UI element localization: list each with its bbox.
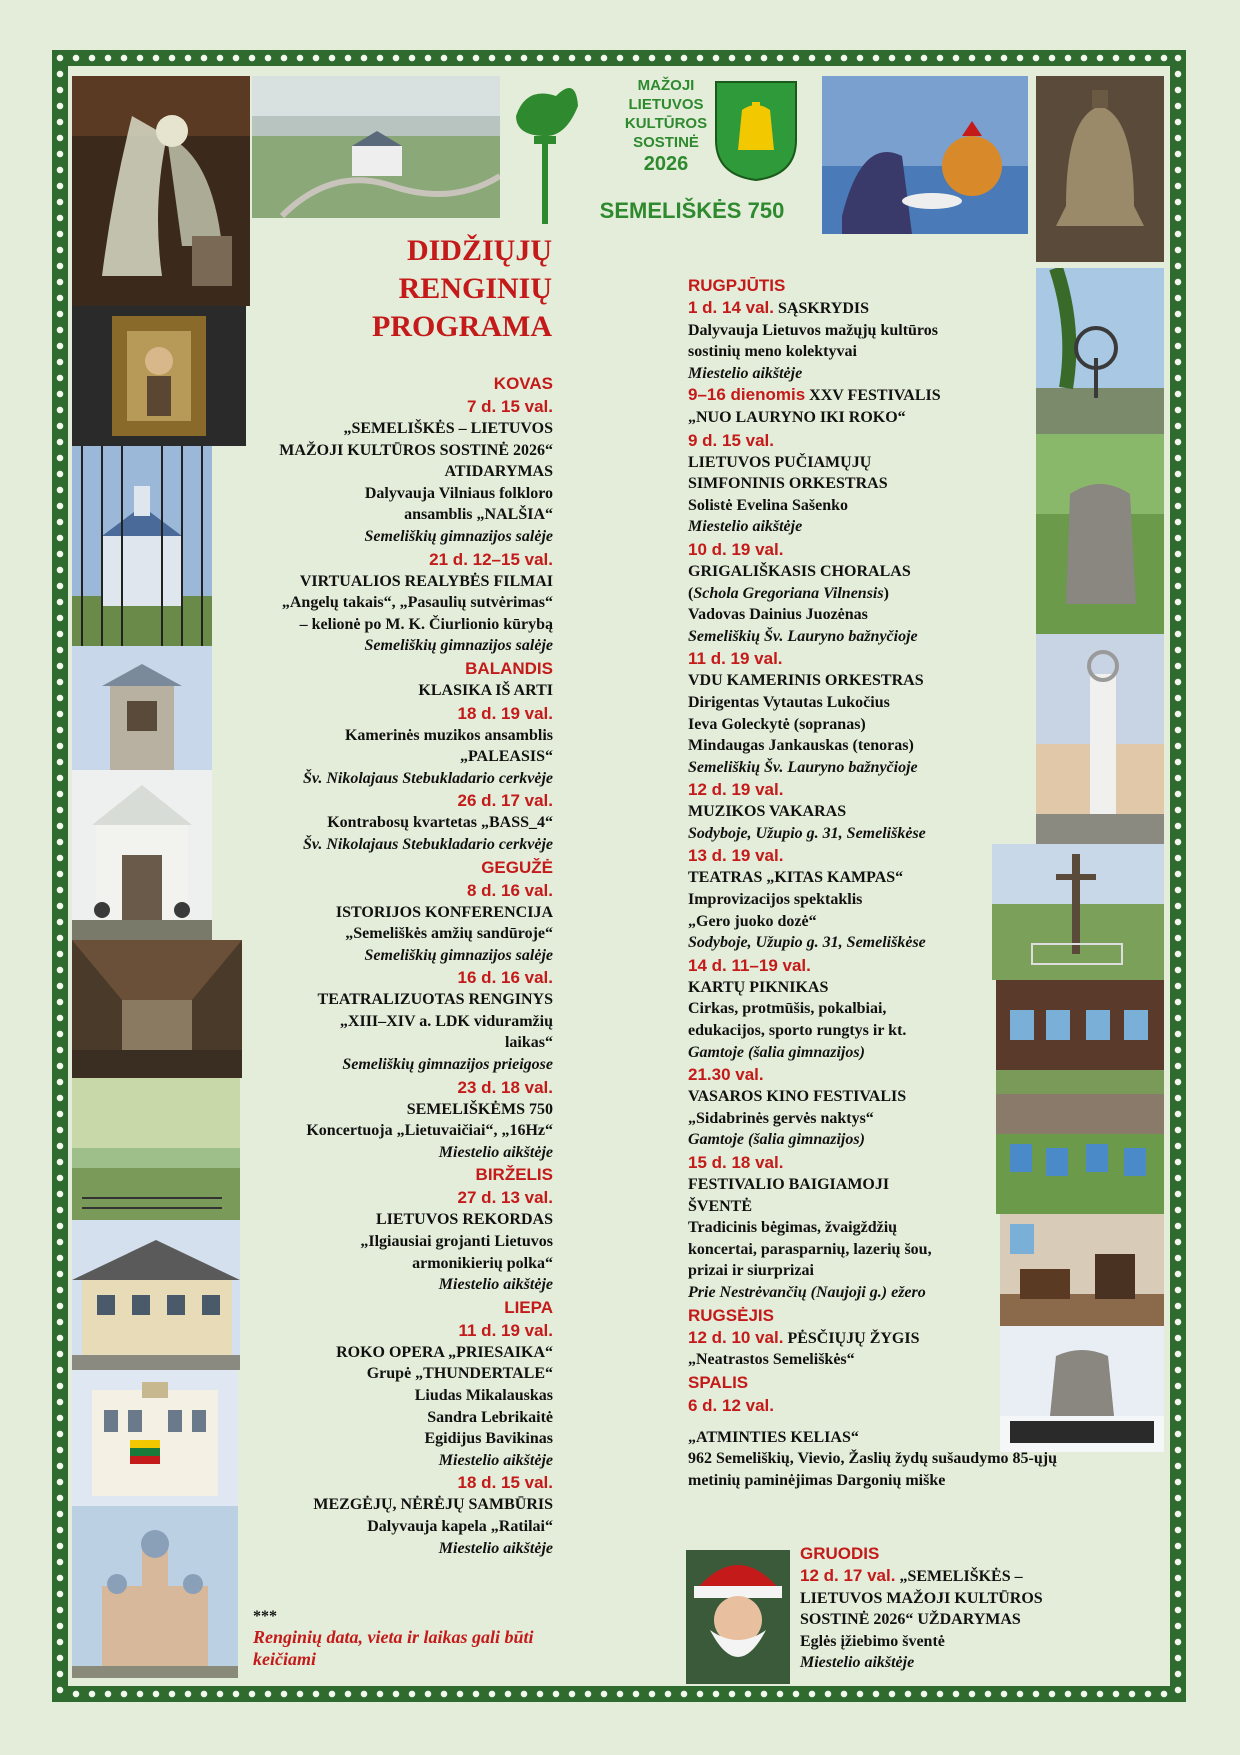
month-heading: RUGPJŪTIS [688,276,786,295]
bell-photo [1036,76,1164,262]
event-description: – kelionė po M. K. Čiurlionio kūrybą [299,615,553,633]
event-description: 962 Semeliškių, Vievio, Žaslių žydų sušaudymo 85-ųjų [688,1450,1057,1468]
border-bottom [52,1686,1186,1702]
orthodox-church-photo [72,1506,238,1678]
event-time: 18 d. 15 val. [457,1473,553,1493]
logo-year: 2026 [643,153,689,175]
coat-of-arms [714,80,798,182]
event-description: Vadovas Dainius Juozėnas [688,606,868,624]
event-title: „SEMELIŠKĖS – LIETUVOS [343,420,553,437]
event-description: Grupė „THUNDERTALE“ [366,1365,553,1383]
event-title: SIMFONINIS ORKESTRAS [688,475,888,493]
event-place: Miestelio aikštėje [688,364,803,382]
logo-line-1: MAŽOJI [637,77,695,94]
event-time: 12 d. 17 val. [800,1566,896,1585]
program-left-column [215,372,553,1559]
program-notes [253,1608,563,1670]
event-time: 14 d. 11–19 val. [688,955,811,975]
poster-title [290,232,552,346]
month-heading: BIRŽELIS [475,1165,553,1185]
paren-open: ( [688,584,694,602]
event-title: ISTORIJOS KONFERENCIJA [335,903,553,921]
december-block [800,1542,1130,1674]
event-time: 11 d. 19 val. [458,1320,553,1340]
event-place: Sodyboje, Užupio g. 31, Semeliškėse [688,934,926,952]
event-description: Kontrabosų kvartetas „BASS_4“ [327,814,553,832]
event-place: Miestelio aikštėje [800,1654,915,1672]
event-description: Ieva Goleckytė (sopranas) [688,715,866,733]
month-heading: GRUODIS [800,1544,880,1563]
event-place: Miestelio aikštėje [438,1276,553,1294]
event-time: 15 d. 18 val. [688,1153,784,1172]
event-place: Semeliškių Šv. Lauryno bažnyčioje [688,627,918,645]
event-title: XXV FESTIVALIS [809,387,941,405]
month-heading: LIEPA [504,1297,553,1317]
month-heading: BALANDIS [465,658,553,678]
event-place: Šv. Nikolajaus Stebukladario cerkvėje [302,769,553,787]
event-place: Semeliškių gimnazijos salėje [364,527,553,545]
logo-line-2: LIETUVOS [628,96,704,113]
event-place: Semeliškių gimnazijos prieigose [342,1056,553,1074]
event-title: ROKO OPERA „PRIESAIKA“ [336,1343,553,1361]
event-description: Dalyvauja kapela „Ratilai“ [367,1517,553,1535]
event-description: armonikierių polka“ [412,1254,553,1272]
event-time: 11 d. 19 val. [688,649,783,669]
event-title: SEMELIŠKĖMS 750 [406,1100,553,1118]
event-description: „Semeliškės amžių sandūroje“ [345,925,553,943]
event-title: „SEMELIŠKĖS – [899,1568,1023,1585]
event-description: „Angelų takais“, „Pasaulių sutvėrimas“ [281,594,553,612]
event-description: „Neatrastos Semeliškės“ [688,1351,855,1369]
month-heading: KOVAS [493,374,553,393]
event-time: 23 d. 18 val. [457,1077,553,1097]
event-title: „NUO LAURYNO IKI ROKO“ [688,408,906,426]
event-time: 8 d. 16 val. [467,880,553,900]
event-title: TEATRAS „KITAS KAMPAS“ [688,869,904,887]
cultural-center-photo [72,1370,238,1506]
event-description: Mindaugas Jankauskas (tenoras) [688,737,914,755]
chapel-photo [72,770,212,940]
event-description: Eglės įžiebimo šventė [800,1632,945,1650]
event-time: 21 d. 12–15 val. [429,549,553,569]
angel-painting-photo [72,76,250,306]
event-description: sostinių meno kolektyvai [688,343,857,361]
event-title: TEATRALIZUOTAS RENGINYS [317,991,553,1009]
event-place: Gamtoje (šalia gimnazijos) [688,1043,865,1061]
event-description: Egidijus Bavikinas [424,1430,553,1448]
event-title: VASAROS KINO FESTIVALIS [688,1088,907,1106]
rooster-logo [506,76,584,224]
event-title: KLASIKA IŠ ARTI [418,681,553,699]
event-description: Dalyvauja Vilniaus folkloro [364,484,553,502]
event-place: Miestelio aikštėje [438,1539,553,1557]
event-time: 10 d. 19 val. [688,539,784,559]
event-time: 18 d. 19 val. [457,703,553,723]
event-time: 12 d. 19 val. [688,780,784,800]
event-place: Miestelio aikštėje [438,1143,553,1161]
event-title: LIETUVOS PUČIAMŲJŲ [688,453,872,471]
event-title: VDU KAMERINIS ORKESTRAS [688,672,924,690]
event-description: Sandra Lebrikaitė [427,1408,553,1426]
event-title: ŠVENTĖ [688,1197,753,1215]
paren-close: ) [883,584,889,602]
event-title: SOSTINĖ 2026“ UŽDARYMAS [800,1611,1021,1629]
event-title: FESTIVALIO BAIGIAMOJI [688,1176,890,1193]
event-title: SĄSKRYDIS [778,300,870,317]
event-title: VIRTUALIOS REALYBĖS FILMAI [299,572,553,590]
event-title: LIETUVOS REKORDAS [375,1211,553,1229]
event-description: Improvizacijos spektaklis [688,891,863,909]
santa-photo [686,1550,790,1684]
event-place: Semeliškių gimnazijos salėje [364,637,553,655]
program-right-column [688,274,1150,1492]
event-place: Semeliškių Šv. Lauryno bažnyčioje [688,758,918,776]
event-description: „Gero juoko dozė“ [688,912,817,930]
event-title: PĖSČIŲJŲ ŽYGIS [787,1329,920,1347]
event-time: 27 d. 13 val. [457,1188,553,1208]
choir-name: Schola Gregoriana Vilnensis [693,584,884,602]
church-gate-photo [72,446,212,664]
event-description: ansamblis „NALŠIA“ [404,506,553,524]
event-place: Prie Nestrėvančių (Naujoji g.) ežero [688,1283,926,1301]
logo-text [620,76,712,176]
title-line-2: RENGINIŲ [398,272,552,305]
event-description: Dirigentas Vytautas Lukočius [688,693,890,711]
event-title: „ATMINTIES KELIAS“ [688,1428,859,1446]
event-description: Koncertuoja „Lietuvaičiai“, „16Hz“ [306,1122,553,1140]
month-heading: SPALIS [688,1372,749,1392]
event-title: ATIDARYMAS [444,463,553,481]
event-place: Sodyboje, Užupio g. 31, Semeliškėse [688,824,926,842]
event-title: GRIGALIŠKASIS CHORALAS [688,562,911,580]
event-title: LIETUVOS MAŽOJI KULTŪROS [800,1589,1043,1607]
event-description: „XIII–XIV a. LDK viduramžių [339,1012,553,1030]
event-place: Gamtoje (šalia gimnazijos) [688,1131,865,1149]
event-place: Miestelio aikštėje [688,518,803,536]
logo-line-3: KULTŪROS [624,115,708,132]
event-time: 9 d. 15 val. [688,430,774,450]
event-time: 12 d. 10 val. [688,1327,784,1347]
event-place: Miestelio aikštėje [438,1451,553,1469]
month-heading: GEGUŽĖ [481,857,553,877]
event-description: Dalyvauja Lietuvos mažųjų kultūros [688,321,938,339]
event-description: metinių paminėjimas Dargonių miške [688,1471,946,1489]
event-time: 21.30 val. [688,1065,764,1085]
event-place: Semeliškių gimnazijos salėje [364,946,553,964]
event-place: Šv. Nikolajaus Stebukladario cerkvėje [302,835,553,853]
border-top [52,50,1186,66]
event-time: 26 d. 17 val. [457,791,553,811]
bell-tower-photo [72,646,212,770]
event-title: MUZIKOS VAKARAS [688,803,847,821]
border-right [1170,50,1186,1702]
title-line-3: PROGRAMA [372,310,552,343]
event-description: Cirkas, protmūšis, pokalbiai, [688,1000,887,1018]
title-line-1: DIDŽIŲJŲ [406,234,552,267]
event-time: 7 d. 15 val. [467,397,553,416]
event-time: 9–16 dienomis [688,385,806,405]
event-description: edukacijos, sporto rungtys ir kt. [688,1022,907,1040]
border-left [52,50,68,1702]
event-title: MEZGĖJŲ, NĖRĖJŲ SAMBŪRIS [313,1496,553,1514]
event-description: Solistė Evelina Sašenko [688,496,849,514]
event-title: KARTŲ PIKNIKAS [688,978,829,996]
notes-separator: *** [253,1608,277,1625]
event-description: „PALEASIS“ [459,748,553,766]
event-description: „Ilgiausiai grojanti Lietuvos [360,1233,553,1251]
month-heading: RUGSĖJIS [688,1305,774,1325]
event-description: Liudas Mikalauskas [414,1387,553,1404]
event-description: prizai ir siurprizai [688,1262,814,1280]
event-title: MAŽOJI KULTŪROS SOSTINĖ 2026“ [279,441,553,459]
logo-line-4: SOSTINĖ [633,134,699,151]
event-description: laikas“ [504,1034,553,1052]
change-notice: Renginių data, vieta ir laikas gali būti keičiami [253,1627,534,1669]
event-time: 6 d. 12 val. [688,1395,774,1415]
rooster-mural-photo [822,76,1028,234]
event-time: 13 d. 19 val. [688,846,784,866]
event-description: Tradicinis bėgimas, žvaigždžių [688,1219,898,1237]
event-time: 16 d. 16 val. [457,968,553,988]
event-time: 1 d. 14 val. [688,298,774,317]
town-anniversary: SEMELIŠKĖS 750 [599,198,785,223]
event-description: „Sidabrinės gervės naktys“ [688,1109,874,1127]
event-description: koncertai, parasparnių, lazerių šou, [688,1240,932,1258]
event-description: Kamerinės muzikos ansamblis [344,726,553,744]
village-aerial-photo [252,76,500,218]
